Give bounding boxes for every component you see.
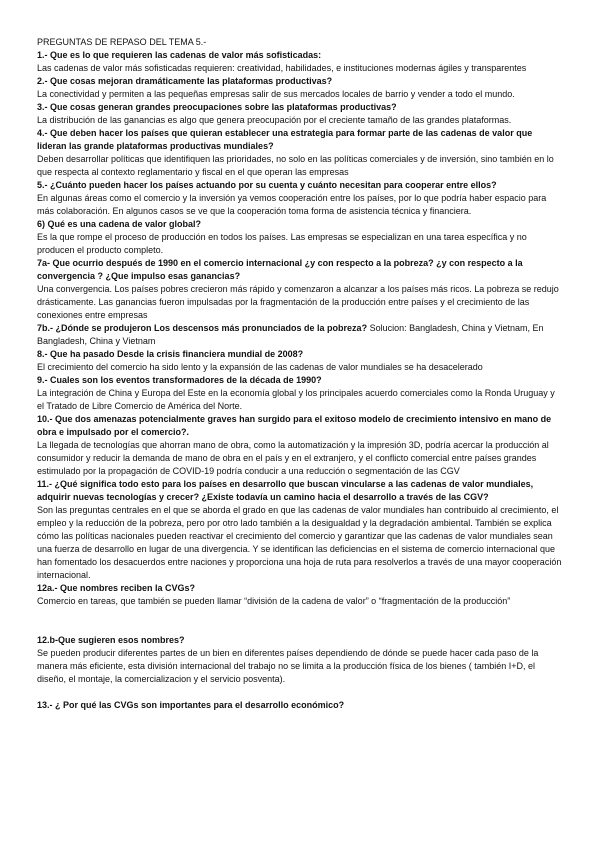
answer-text-a4: Deben desarrollar políticas que identifiquen las prioridades, no solo en las políticas comerciales y de inversión, sino también en lo que respecta al contexto reglamentario y fiscal en el que operan las empresas: [37, 154, 554, 177]
block-a7a: [37, 283, 563, 322]
block-q13: [37, 699, 563, 712]
answer-text-a3: La distribución de las ganancias es algo que genera preocupación por el creciente tamaño de las grandes plataformas.: [37, 115, 512, 125]
question-text-q7a: 7a- Que ocurrio después de 1990 en el comercio internacional ¿y con respecto a la pobreza? ¿y con respecto a la convergencia ? ¿Que impulso esas ganancias?: [37, 258, 523, 281]
question-text-q5: 5.- ¿Cuánto pueden hacer los países actuando por su cuenta y cuánto necesitan para cooperar entre ellos?: [37, 180, 497, 190]
block-q5: [37, 179, 563, 192]
question-text-q3: 3.- Que cosas generan grandes preocupaciones sobre las plataformas productivas?: [37, 102, 397, 112]
block-q1: [37, 49, 563, 62]
block-q12a: [37, 582, 563, 595]
block-a6: [37, 231, 563, 257]
block-a5: [37, 192, 563, 218]
question-text-q2: 2.- Que cosas mejoran dramáticamente las plataformas productivas?: [37, 76, 333, 86]
block-a12a: [37, 595, 563, 608]
answer-text-a1: Las cadenas de valor más sofisticadas requieren: creatividad, habilidades, e instituciones modernas ágiles y transparentes: [37, 63, 527, 73]
question-text-q12a: 12a.- Que nombres reciben la CVGs?: [37, 583, 196, 593]
block-a9: [37, 387, 563, 413]
answer-text-a5: En algunas áreas como el comercio y la inversión ya vemos cooperación entre los países, por lo que podría haber espacio para más colaboración. En algunos casos se ve que la cooperación toma forma de asistencia técnica y financiera.: [37, 193, 547, 216]
answer-text-a6: Es la que rompe el proceso de producción en todos los países. Las empresas se especializan en una tarea específica y no producen el producto completo.: [37, 232, 527, 255]
block-a12b: [37, 647, 563, 686]
answer-text-q7b: Solucion: Bangladesh, China y Vietnam, En Bangladesh, China y Vietnam: [37, 323, 544, 346]
block-q8: [37, 348, 563, 361]
answer-text-a11: Son las preguntas centrales en el que se aborda el grado en que las cadenas de valor mundiales han contribuido al crecimiento, el empleo y la reducción de la pobreza, pero por otro lado también a la desigualdad y la degradación ambiental. También se explica cómo las políticas nacionales pueden reactivar el crecimiento del comercio y garantizar que las cadenas de valor mundiales sean una fuerza de desarrollo en lugar de una divergencia. Y se identifican las deficiencias en el sistema de comercio internacional que han fomentado los desacuerdos entre naciones y proporciona una hoja de ruta para resolverlos a través de una mayor cooperación internacional.: [37, 505, 562, 580]
block-a2: [37, 88, 563, 101]
answer-text-a7a: Una convergencia. Los países pobres crecieron más rápido y comenzaron a alcanzar a los países más ricos. La pobreza se redujo drásticamente. Las ganancias fueron impulsadas por la fragmentación de la producción entre países y el crecimiento de las conexiones entre empresas: [37, 284, 559, 320]
question-text-q12b: 12.b-Que sugieren esos nombres?: [37, 635, 185, 645]
block-q11: [37, 478, 563, 504]
block-a4: [37, 153, 563, 179]
answer-text-a8: El crecimiento del comercio ha sido lento y la expansión de las cadenas de valor mundiales se ha desacelerado: [37, 362, 483, 372]
block-q6: [37, 218, 563, 231]
answer-text-a12b: Se pueden producir diferentes partes de un bien en diferentes países dependiendo de dónde se puede hacer cada paso de la manera más eficiente, esta división internacional del trabajo no se limita a la producción física de los bienes ( también I+D, el diseño, el montaje, la comercializacion y el servicio posventa).: [37, 648, 539, 684]
block-a1: [37, 62, 563, 75]
question-text-q1: 1.- Que es lo que requieren las cadenas de valor más sofisticadas:: [37, 50, 322, 60]
question-text-q10: 10.- Que dos amenazas potencialmente graves han surgido para el exitoso modelo de crecimiento intensivo en mano de obra e impulsado por el comercio?.: [37, 414, 552, 437]
paragraph-spacer-gap1: [37, 608, 563, 621]
question-text-q4: 4.- Que deben hacer los países que quieran establecer una estrategia para formar parte de las cadenas de valor que lideran las grande plataformas productivas mundiales?: [37, 128, 533, 151]
answer-text-a9: La integración de China y Europa del Este en la economía global y los principales acuerdo comerciales como la Ronda Uruguay y el Tratado de Libre Comercio de América del Norte.: [37, 388, 555, 411]
question-text-q6: 6) Qué es una cadena de valor global?: [37, 219, 202, 229]
block-q7b: [37, 322, 563, 348]
paragraph-spacer-gap3: [37, 686, 563, 699]
block-a8: [37, 361, 563, 374]
answer-text-a10: La llegada de tecnologías que ahorran mano de obra, como la automatización y la impresión 3D, podría acercar la producción al consumidor y reducir la demanda de mano de obra en el país y en el extranjero, y el conflicto comercial entre países grandes estimulado por la propagación de COVID-19 podría conducir a una reducción o segmentación de las CGV: [37, 440, 549, 476]
block-q3: [37, 101, 563, 114]
block-q10: [37, 413, 563, 439]
answer-text-a12a: Comercio en tareas, que también se pueden llamar “división de la cadena de valor” o “fragmentación de la producción”: [37, 596, 511, 606]
block-a10: [37, 439, 563, 478]
block-a11: [37, 504, 563, 582]
question-text-q13: 13.- ¿ Por qué las CVGs son importantes para el desarrollo económico?: [37, 700, 345, 710]
answer-text-a2: La conectividad y permiten a las pequeñas empresas salir de sus mercados locales de barrio y vender a todo el mundo.: [37, 89, 515, 99]
block-a3: [37, 114, 563, 127]
block-q9: [37, 374, 563, 387]
question-text-q8: 8.- Que ha pasado Desde la crisis financiera mundial de 2008?: [37, 349, 304, 359]
question-text-q7b: 7b.- ¿Dónde se produjeron Los descensos más pronunciados de la pobreza?: [37, 323, 370, 333]
paragraph-spacer-gap2: [37, 621, 563, 634]
document-body: [37, 49, 563, 712]
block-q2: [37, 75, 563, 88]
question-text-q11: 11.- ¿Qué significa todo esto para los países en desarrollo que buscan vincularse a las cadenas de valor mundiales, adquirir nuevas tecnologías y crecer? ¿Existe todavía un camino hacia el desarrollo a través de las CGV?: [37, 479, 534, 502]
block-q7a: [37, 257, 563, 283]
block-q4: [37, 127, 563, 153]
question-text-q9: 9.- Cuales son los eventos transformadores de la década de 1990?: [37, 375, 322, 385]
page-title: PREGUNTAS DE REPASO DEL TEMA 5.-: [37, 37, 207, 47]
block-q12b: [37, 634, 563, 647]
